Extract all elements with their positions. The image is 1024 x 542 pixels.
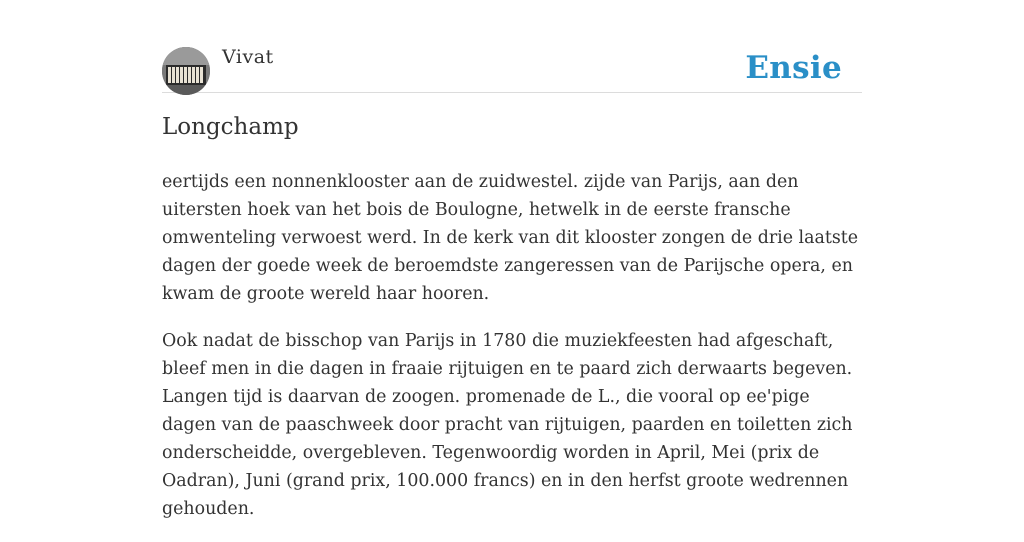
article-body xyxy=(162,168,862,542)
avatar-image xyxy=(162,47,210,95)
brand-logo[interactable]: Ensie xyxy=(745,50,842,86)
page-title: Longchamp xyxy=(162,114,299,140)
paragraph-2: Ook nadat de bisschop van Parijs in 1780 die muziekfeesten had afgeschaft, bleef men in die dagen in fraaie rijtuigen en te paard zich derwaarts begeven. Langen tijd is daarvan de zoogen. promenade de L., die vooral op ee'pige dagen van de paaschweek door pracht van rijtuigen, paarden en toiletten zich onderscheidde, overgebleven. Tegenwoordig worden in April, Mei (prix de Oadran), Juni (grand prix, 100.000 francs) en in den herfst groote wedrennen gehouden. xyxy=(162,331,853,519)
header xyxy=(162,0,862,93)
paragraph-1: eertijds een nonnenklooster aan de zuidwestel. zijde van Parijs, aan den uitersten hoek van het bois de Boulogne, hetwelk in de eerste fransche omwenteling verwoest werd. In de kerk van dit klooster zongen de drie laatste dagen der goede week de beroemdste zangeressen van de Parijsche opera, en kwam de groote wereld haar hooren. xyxy=(162,172,859,304)
author-name[interactable]: Vivat xyxy=(222,46,274,68)
article-page xyxy=(162,0,862,519)
avatar[interactable] xyxy=(162,47,210,95)
